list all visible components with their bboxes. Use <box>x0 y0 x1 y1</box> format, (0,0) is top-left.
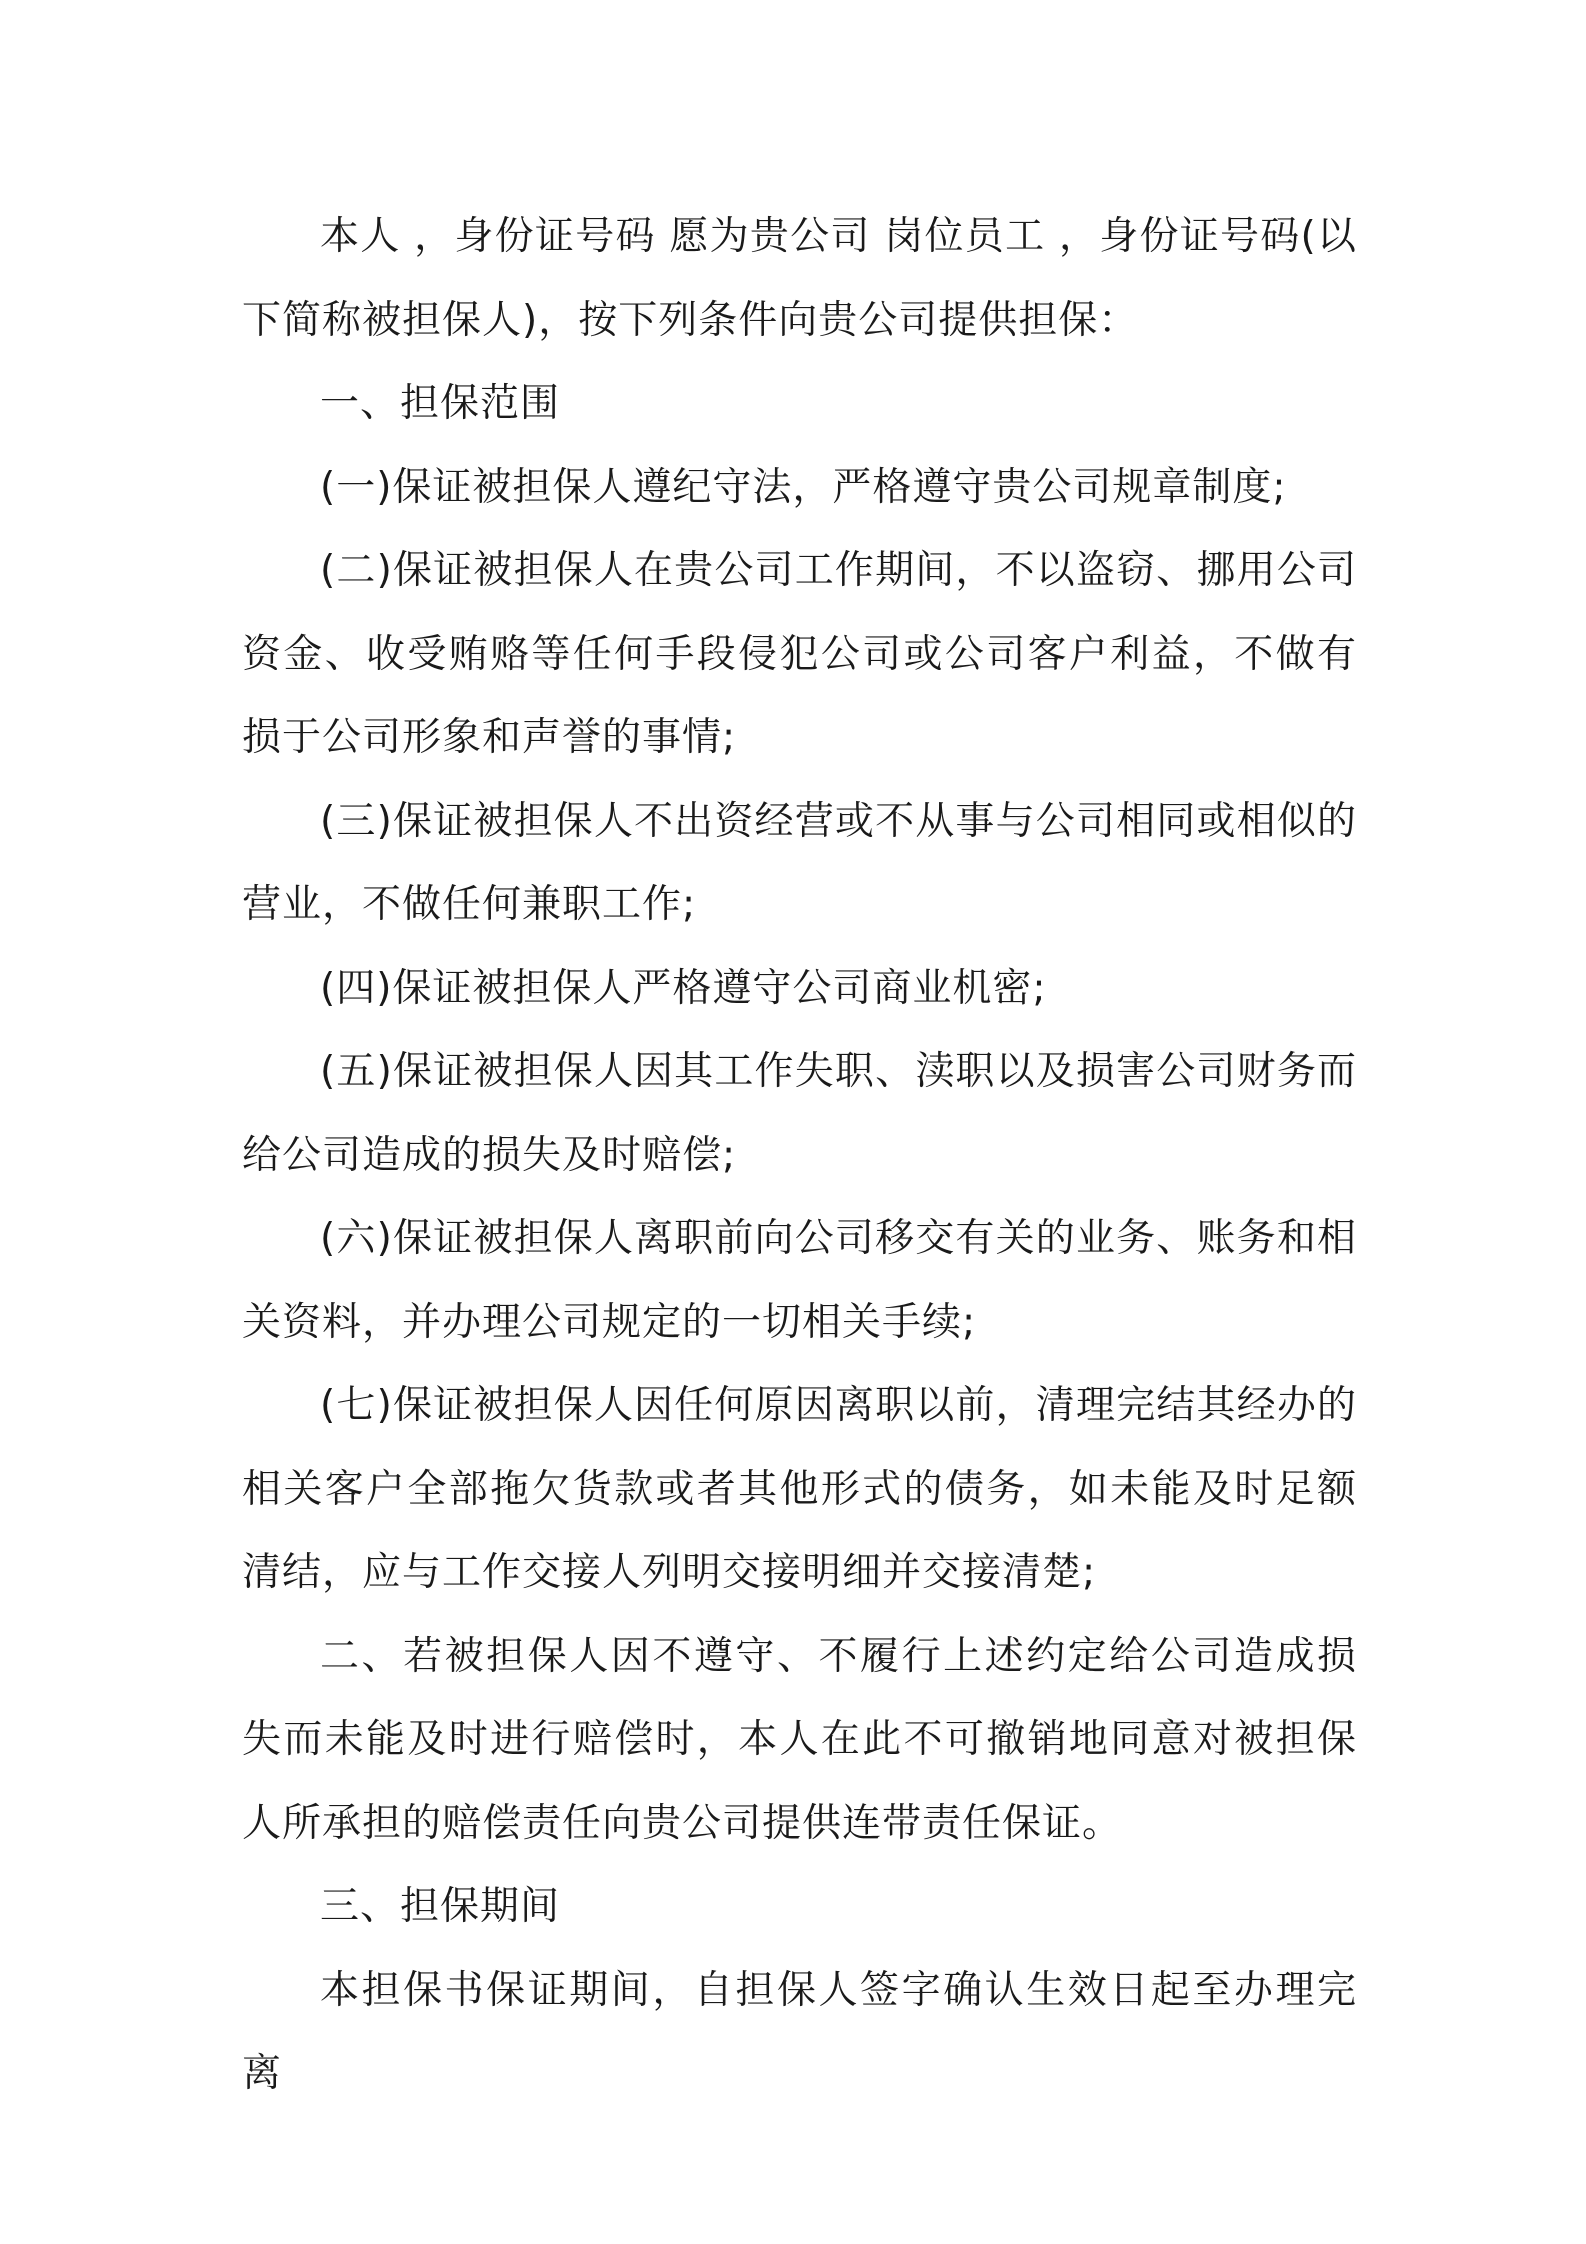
section-heading-period: 三、担保期间 <box>320 1884 561 1929</box>
period-paragraph: 本担保书保证期间，自担保人签字确认生效日起至办理完离 <box>242 1967 1357 2096</box>
clause-2: (二)保证被担保人在贵公司工作期间，不以盗窃、挪用公司资金、收受贿赂等任何手段侵犯公司或公司客户利益，不做有损于公司形象和声誉的事情; <box>242 548 1357 760</box>
clause-4: (四)保证被担保人严格遵守公司商业机密; <box>320 965 1047 1011</box>
clause-3: (三)保证被担保人不出资经营或不从事与公司相同或相似的营业，不做任何兼职工作; <box>242 798 1357 927</box>
clause-6: (六)保证被担保人离职前向公司移交有关的业务、账务和相关资料，并办理公司规定的一切相关手续; <box>242 1216 1357 1345</box>
clause-5: (五)保证被担保人因其工作失职、渎职以及损害公司财务而给公司造成的损失及时赔偿; <box>242 1049 1357 1178</box>
section-heading-scope: 一、担保范围 <box>320 381 561 426</box>
clause-1: (一)保证被担保人遵纪守法，严格遵守贵公司规章制度; <box>320 464 1287 510</box>
guarantee-letter-body <box>242 195 1357 2116</box>
clause-7: (七)保证被担保人因任何原因离职以前，清理完结其经办的相关客户全部拖欠货款或者其他形式的债务，如未能及时足额清结，应与工作交接人列明交接明细并交接清楚; <box>242 1383 1357 1595</box>
section-two-liability: 二、若被担保人因不遵守、不履行上述约定给公司造成损失而未能及时进行赔偿时，本人在此不可撤销地同意对被担保人所承担的赔偿责任向贵公司提供连带责任保证。 <box>242 1633 1357 1846</box>
intro-paragraph: 本人 ，身份证号码 愿为贵公司 岗位员工 ，身份证号码(以下简称被担保人)，按下列条件向贵公司提供担保： <box>242 214 1357 343</box>
